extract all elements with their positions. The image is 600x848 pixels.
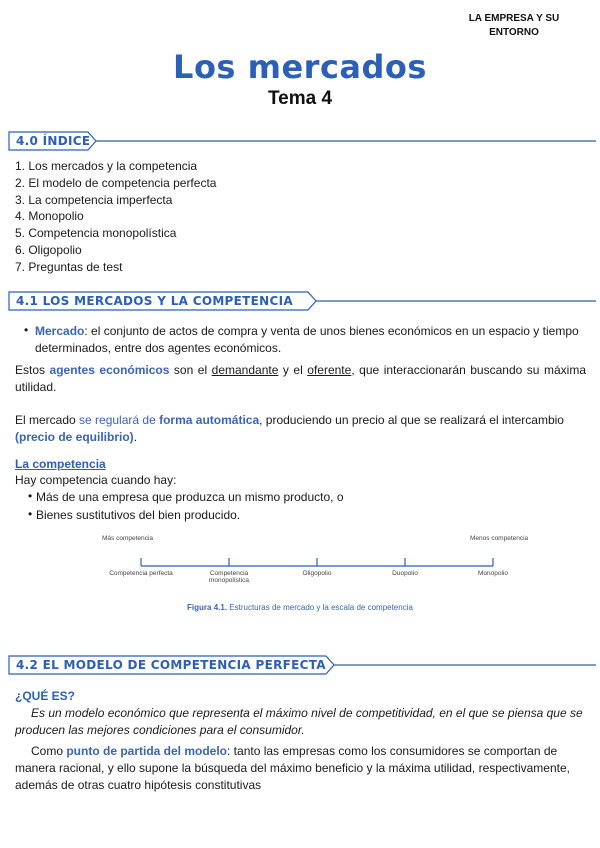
question-heading: ¿QUÉ ES? [15, 689, 76, 703]
document-tag [464, 12, 564, 40]
text-run: . [133, 430, 138, 444]
figure-caption-text: Estructuras de mercado y la escala de competencia [227, 603, 413, 612]
toc-item: 7. Preguntas de test [15, 259, 123, 274]
text-run: Como [31, 744, 67, 758]
mercado-term: Mercado [35, 324, 85, 338]
less-competition-label: Menos competencia [470, 535, 529, 542]
starting-point-term: punto de partida del modelo [66, 744, 228, 758]
section-header-index [8, 131, 596, 151]
competition-scale-figure [0, 530, 600, 600]
agents-paragraph [15, 362, 586, 396]
section-title-index: 4.0 ÍNDICE [16, 134, 91, 148]
competition-intro: Hay competencia cuando hay: [15, 473, 177, 487]
scale-label: Competencia perfecta [109, 570, 173, 577]
toc-item: 5. Competencia monopolística [15, 226, 177, 241]
bullet-dot: • [24, 323, 29, 337]
scale-label: Duopolio [392, 570, 418, 577]
mercado-definition [35, 323, 586, 357]
bullet-dot: • [28, 507, 33, 521]
toc-item: 6. Oligopolio [15, 242, 82, 257]
section-title-markets: 4.1 LOS MERCADOS Y LA COMPETENCIA [16, 294, 293, 308]
section-header-markets [8, 291, 596, 311]
equilibrium-term: (precio de equilibrio) [15, 430, 134, 444]
toc-item: 1. Los mercados y la competencia [15, 159, 198, 173]
mercado-text: : el conjunto de actos de compra y venta de unos bienes económicos en un espacio y tiempo determinados, entre dos agentes económicos. [35, 324, 579, 355]
page-subtitle: Tema 4 [267, 88, 333, 109]
bullet-dot: • [28, 489, 33, 503]
perfect-definition: Es un modelo económico que representa el máximo nivel de competitividad, en el que se piensa que se producen las mejores condiciones para el consumidor. [15, 706, 583, 737]
oferente-term: oferente [307, 363, 352, 377]
competition-bullet: Más de una empresa que produzca un mismo producto, o [36, 490, 344, 504]
agents-term: agentes económicos [49, 363, 170, 377]
more-competition-label: Más competencia [102, 535, 153, 542]
text-run: son el [169, 363, 212, 377]
toc-item: 3. La competencia imperfecta [15, 192, 173, 207]
document-tag-line1: LA EMPRESA Y SU [468, 13, 560, 24]
section-header-frame [8, 131, 596, 151]
figure-caption [0, 603, 600, 612]
scale-label: Oligopolio [302, 570, 332, 577]
text-run: Estos [15, 363, 50, 377]
scale-label: Monopolio [478, 570, 508, 577]
text-run: El mercado [15, 413, 80, 427]
table-of-contents [15, 158, 216, 276]
document-tag-line2: ENTORNO [489, 27, 539, 38]
text-run: : tanto las empresas como los consumidores se comportan de manera racional, y ello supone la búsqueda del máximo beneficio y la máxima utilidad, respectivamente, además de otras cuatro hipótesis constitutivas [15, 744, 570, 792]
market-paragraph [15, 412, 586, 446]
section-header-perfect [8, 655, 596, 675]
model-paragraph [15, 743, 586, 794]
competition-heading: La competencia [15, 457, 106, 471]
regulation-term: se regulará de [79, 413, 160, 427]
toc-item: 2. El modelo de competencia perfecta [15, 175, 217, 190]
text-run: , produciendo un precio al que se realizará el intercambio [259, 413, 564, 427]
text-run: y el [278, 363, 308, 377]
figure-caption-number: Figura 4.1. [187, 603, 228, 612]
toc-item: 4. Monopolio [15, 209, 84, 224]
demandante-term: demandante [211, 363, 279, 377]
section-title-perfect: 4.2 EL MODELO DE COMPETENCIA PERFECTA [16, 658, 326, 672]
text-run: , que interaccionarán buscando su máxima utilidad. [15, 363, 586, 394]
competition-bullet: Bienes sustitutivos del bien producido. [36, 508, 241, 522]
scale-label: Competencia monopolística [208, 570, 250, 584]
automatic-term: forma automática [159, 413, 260, 427]
page-title: Los mercados [173, 48, 427, 86]
